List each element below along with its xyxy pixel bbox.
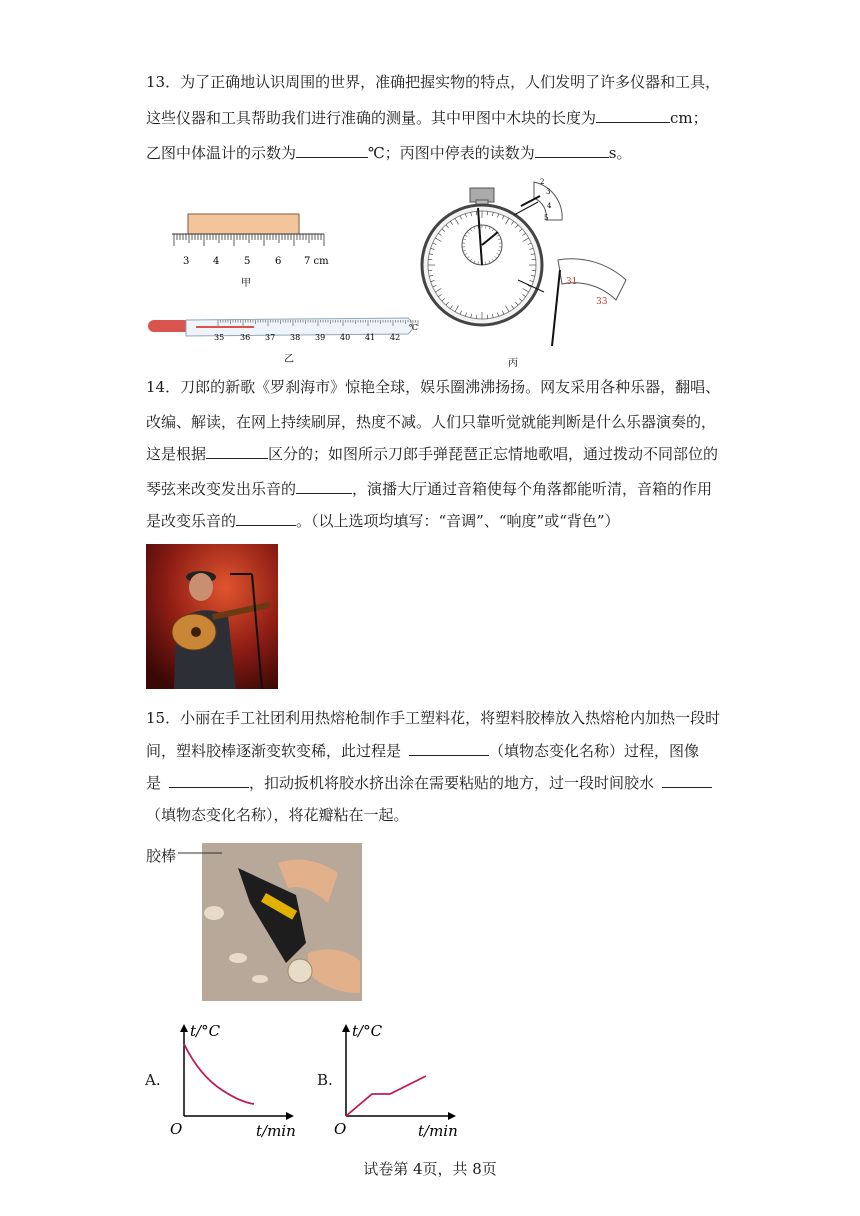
option-a-label[interactable]: A. bbox=[145, 1071, 161, 1089]
q14-line2: 改编、解读，在网上持续刷屏，热度不减。人们只靠听觉就能判断是什么乐器演奏的， bbox=[146, 413, 717, 431]
q13-line1: 13．为了正确地认识周围的世界，准确把握实物的特点，人们发明了许多仪器和工具， bbox=[146, 73, 721, 91]
q15-line2 bbox=[146, 741, 699, 761]
x-axis-arrow-icon bbox=[286, 1112, 294, 1120]
figure-caption: 乙 bbox=[284, 354, 294, 365]
answer-blank[interactable] bbox=[596, 108, 670, 123]
stopwatch-figure bbox=[416, 170, 632, 370]
inset-second-hand bbox=[552, 270, 560, 346]
ruler-tick-label: 5 bbox=[244, 256, 251, 267]
q14-line4 bbox=[146, 479, 712, 499]
inset-tick-label: 33 bbox=[596, 297, 608, 307]
q14-text: ，演播大厅通过音箱使每个角落都能听清，音箱的作用 bbox=[352, 480, 713, 498]
q15-line1: 15．小丽在手工社团利用热熔枪制作手工塑料花，将塑料胶棒放入热熔枪内加热一段时 bbox=[146, 709, 721, 727]
answer-blank[interactable] bbox=[296, 479, 352, 494]
face bbox=[189, 573, 213, 601]
answer-blank[interactable] bbox=[535, 143, 609, 158]
ruler-ticks bbox=[174, 234, 324, 246]
q13-text: 乙图中体温计的示数为 bbox=[146, 144, 297, 162]
answer-blank[interactable] bbox=[206, 444, 268, 459]
origin-label: O bbox=[334, 1120, 347, 1138]
thermometer-figure bbox=[146, 310, 426, 370]
graph-b bbox=[332, 1014, 472, 1144]
q14-text: 琴弦来改变发出乐音的 bbox=[146, 480, 297, 498]
option-b-label[interactable]: B. bbox=[317, 1071, 333, 1089]
x-axis-label: t/min bbox=[256, 1122, 296, 1140]
q14-text: 是改变乐音的 bbox=[146, 512, 237, 530]
q15-text: （填物态变化名称）过程，图像 bbox=[489, 742, 700, 760]
heating-curve bbox=[346, 1076, 426, 1116]
q14-line3 bbox=[146, 444, 718, 464]
petal bbox=[229, 953, 247, 963]
ruler-tick-label: 7 cm bbox=[304, 256, 329, 267]
glue-gun-photo bbox=[178, 843, 362, 1001]
y-axis-label: t/°C bbox=[190, 1022, 221, 1040]
ruler-tick-label: 6 bbox=[275, 256, 282, 267]
y-axis-arrow-icon bbox=[180, 1024, 188, 1032]
glue-stick-label: 胶棒 bbox=[146, 847, 177, 865]
x-axis-arrow-icon bbox=[448, 1112, 456, 1120]
answer-blank[interactable] bbox=[662, 773, 712, 788]
thermometer-unit: ℃ bbox=[409, 323, 418, 332]
q14-text: 这是根据 bbox=[146, 445, 207, 463]
inset-minute-hand bbox=[521, 196, 540, 206]
thermo-tick-label: 39 bbox=[315, 333, 326, 342]
thermo-tick-label: 42 bbox=[390, 333, 401, 342]
inset-tick-label: 3 bbox=[546, 188, 551, 196]
q14-text: 。（以上选项均填写：“音调”、“响度”或“背色”） bbox=[296, 512, 620, 530]
wooden-block bbox=[188, 214, 299, 234]
figure-caption: 甲 bbox=[241, 278, 251, 288]
thermo-tick-label: 41 bbox=[365, 333, 376, 342]
ruler-tick-label: 4 bbox=[213, 256, 220, 267]
graph-a bbox=[170, 1014, 310, 1144]
q15-text: 间，塑料胶棒逐渐变软变稀，此过程是 bbox=[146, 742, 402, 760]
q13-text: 这些仪器和工具帮助我们进行准确的测量。其中甲图中木块的长度为 bbox=[146, 109, 597, 127]
cooling-curve bbox=[184, 1044, 254, 1104]
answer-blank[interactable] bbox=[236, 511, 296, 526]
lute-soundhole bbox=[191, 627, 201, 637]
thermo-tick-label: 37 bbox=[265, 333, 276, 342]
q15-line4: （填物态变化名称），将花瓣粘在一起。 bbox=[146, 806, 409, 824]
answer-blank[interactable] bbox=[169, 773, 249, 788]
inset-tick-label: 4 bbox=[547, 202, 552, 210]
q15-text: ，扣动扳机将胶水挤出涂在需要粘贴的地方，过一段时间胶水 bbox=[249, 774, 655, 792]
q15-text: 是 bbox=[146, 774, 162, 792]
q13-line3 bbox=[146, 143, 632, 163]
thermo-tick-label: 35 bbox=[214, 333, 225, 342]
q14-line1: 14．刀郎的新歌《罗刹海市》惊艳全球，娱乐圈沸沸扬扬。网友采用各种乐器，翻唱、 bbox=[146, 378, 721, 396]
singer-photo bbox=[146, 544, 278, 689]
thermo-tick-label: 36 bbox=[240, 333, 251, 342]
inset-tick-label: 2 bbox=[540, 178, 545, 186]
petal bbox=[252, 975, 268, 983]
ruler-figure bbox=[168, 208, 338, 288]
q13-text: cm； bbox=[670, 109, 708, 127]
answer-blank[interactable] bbox=[296, 143, 368, 158]
plastic-flower bbox=[288, 959, 312, 983]
q13-line2 bbox=[146, 108, 708, 128]
q13-text: ℃；丙图中停表的读数为 bbox=[368, 144, 535, 162]
page-footer: 试卷第 4页，共 8页 bbox=[363, 1160, 497, 1178]
thermo-tick-label: 40 bbox=[340, 333, 351, 342]
answer-blank[interactable] bbox=[409, 741, 489, 756]
x-axis-label: t/min bbox=[418, 1122, 458, 1140]
q14-line5 bbox=[146, 511, 620, 531]
figure-caption: 丙 bbox=[508, 358, 518, 369]
y-axis-arrow-icon bbox=[342, 1024, 350, 1032]
ruler-tick-label: 3 bbox=[183, 256, 190, 267]
origin-label: O bbox=[170, 1120, 183, 1138]
inset-tick-label: 5 bbox=[544, 214, 549, 222]
petal bbox=[204, 906, 224, 920]
y-axis-label: t/°C bbox=[352, 1022, 383, 1040]
q13-text: s。 bbox=[608, 144, 632, 162]
q14-text: 区分的；如图所示刀郎手弹琵琶正忘情地歌唱，通过拨动不同部位的 bbox=[268, 445, 719, 463]
thermo-tick-label: 38 bbox=[290, 333, 301, 342]
inset-tick-label: 31 bbox=[566, 277, 578, 287]
q15-line3 bbox=[146, 773, 712, 793]
